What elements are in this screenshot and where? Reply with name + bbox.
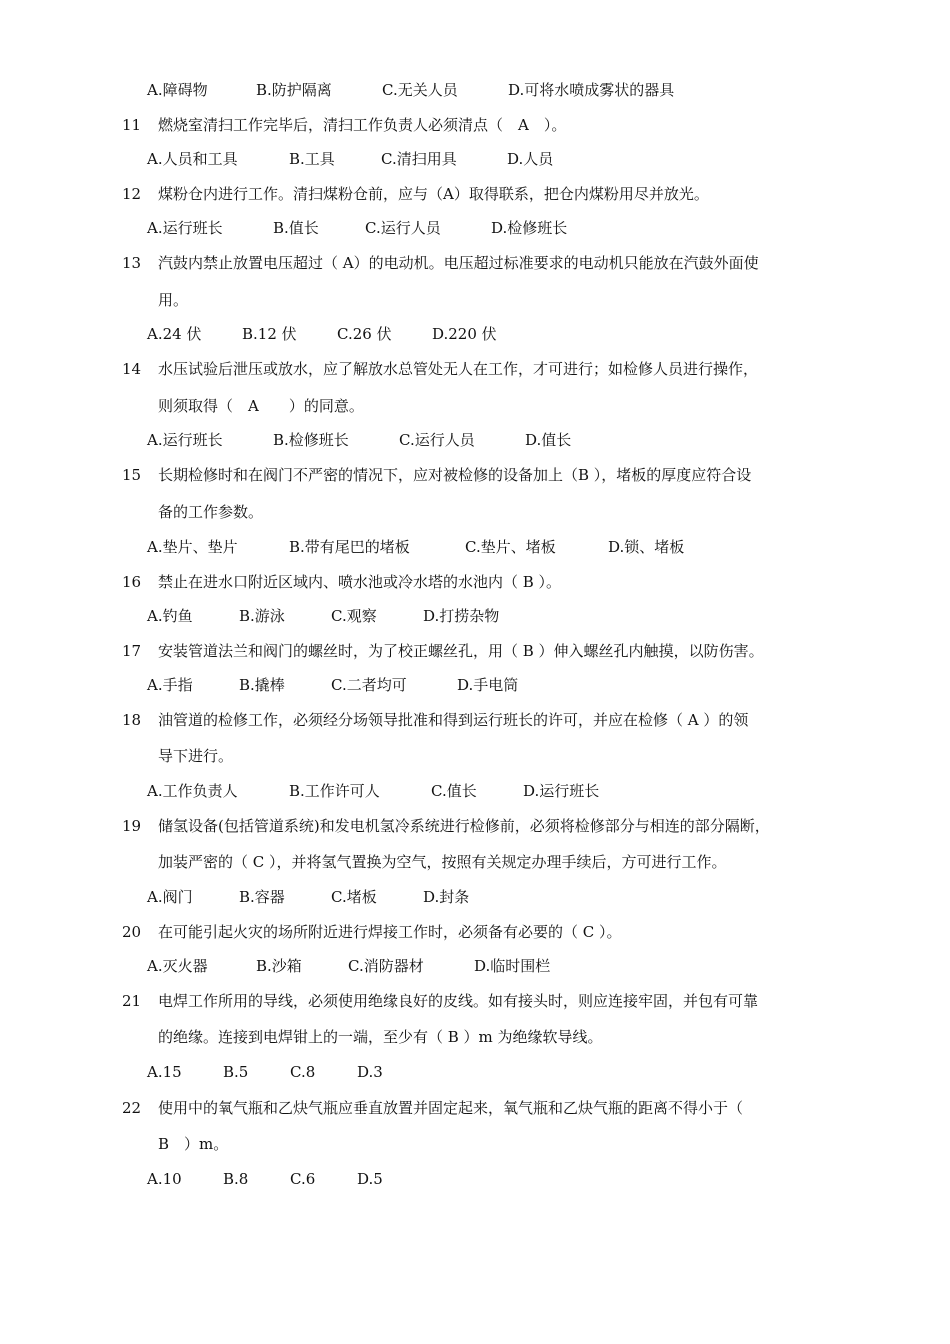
option-c: C.值长 — [431, 782, 477, 800]
question-number: 21 — [122, 992, 142, 1010]
option-a: A.人员和工具 — [147, 150, 238, 168]
question-text: 禁止在进水口附近区域内、喷水池或冷水塔的水池内（ B ）。 — [158, 573, 562, 591]
option-c: C.垫片、堵板 — [465, 538, 556, 556]
option-c: C.消防器材 — [348, 957, 424, 975]
question-number: 18 — [122, 711, 142, 729]
question-15-options — [147, 537, 684, 557]
option-a: A.钓鱼 — [147, 607, 193, 625]
option-d: D.可将水喷成雾状的器具 — [508, 81, 675, 99]
question-number: 15 — [122, 466, 142, 484]
option-b: B.5 — [223, 1063, 249, 1081]
option-a: A.垫片、垫片 — [147, 538, 238, 556]
question-22-continued: B ）m。 — [158, 1135, 229, 1153]
option-a: A.10 — [147, 1170, 182, 1188]
question-16-options — [147, 606, 499, 626]
option-a: A.运行班长 — [147, 431, 223, 449]
option-b: B.带有尾巴的堵板 — [289, 538, 410, 556]
question-13 — [122, 253, 759, 273]
question-text: 电焊工作所用的导线，必须使用绝缘良好的皮线。如有接头时，则应连接牢固，并包有可靠 — [158, 992, 759, 1010]
question-12-options — [147, 218, 567, 238]
question-12 — [122, 184, 709, 204]
option-a: A.手指 — [147, 676, 193, 694]
question-19-continued: 加装严密的（ C ），并将氢气置换为空气，按照有关规定办理手续后，方可进行工作。 — [158, 853, 727, 871]
option-d: D.220 伏 — [432, 325, 497, 343]
question-11-options — [147, 149, 553, 169]
question-14-options — [147, 430, 571, 450]
option-c: C.运行人员 — [365, 219, 441, 237]
question-14-continued: 则须取得（ A ）的同意。 — [158, 397, 364, 415]
question-number: 19 — [122, 817, 142, 835]
question-text: 水压试验后泄压或放水，应了解放水总管处无人在工作，才可进行；如检修人员进行操作， — [158, 360, 759, 378]
question-21 — [122, 991, 758, 1011]
question-number: 20 — [122, 923, 142, 941]
question-number: 17 — [122, 642, 142, 660]
question-text: 油管道的检修工作，必须经分场领导批准和得到运行班长的许可，并应在检修（ A ）的领 — [158, 711, 749, 729]
option-c: C.观察 — [331, 607, 377, 625]
option-d: D.锁、堵板 — [608, 538, 685, 556]
question-number: 12 — [122, 185, 142, 203]
option-d: D.手电筒 — [457, 676, 519, 694]
question-11 — [122, 115, 566, 135]
option-d: D.5 — [357, 1170, 383, 1188]
option-c: C.堵板 — [331, 888, 377, 906]
option-c: C.26 伏 — [337, 325, 392, 343]
question-21-continued: 的绝缘。连接到电焊钳上的一端，至少有（ B ）m 为绝缘软导线。 — [158, 1028, 603, 1046]
question-22-options — [147, 1169, 383, 1189]
question-17-options — [147, 675, 518, 695]
question-21-options — [147, 1062, 383, 1082]
option-b: B.游泳 — [239, 607, 285, 625]
option-b: B.12 伏 — [242, 325, 297, 343]
question-15 — [122, 465, 751, 485]
option-a: A.24 伏 — [147, 325, 202, 343]
question-18 — [122, 710, 748, 730]
question-number: 22 — [122, 1099, 142, 1117]
option-c: C.无关人员 — [382, 81, 458, 99]
option-c: C.6 — [290, 1170, 316, 1188]
question-text: 汽鼓内禁止放置电压超过（ A）的电动机。电压超过标准要求的电动机只能放在汽鼓外面使 — [158, 254, 759, 272]
question-14 — [122, 359, 758, 379]
option-a: A.运行班长 — [147, 219, 223, 237]
option-a: A.障碍物 — [147, 81, 208, 99]
option-b: B.沙箱 — [256, 957, 302, 975]
question-17 — [122, 641, 764, 661]
option-b: B.工具 — [289, 150, 335, 168]
question-22 — [122, 1098, 743, 1118]
question-number: 16 — [122, 573, 142, 591]
option-a: A.阀门 — [147, 888, 193, 906]
question-number: 13 — [122, 254, 142, 272]
question-15-continued: 备的工作参数。 — [158, 503, 264, 521]
option-d: D.检修班长 — [491, 219, 568, 237]
question-13-options — [147, 324, 497, 344]
option-d: D.临时围栏 — [474, 957, 551, 975]
option-d: D.打捞杂物 — [423, 607, 500, 625]
question-number: 14 — [122, 360, 142, 378]
question-20 — [122, 922, 622, 942]
question-text: 安装管道法兰和阀门的螺丝时，为了校正螺丝孔，用（ B ）伸入螺丝孔内触摸，以防伤害。 — [158, 642, 764, 660]
option-c: C.运行人员 — [399, 431, 475, 449]
option-b: B.工作许可人 — [289, 782, 380, 800]
option-d: D.值长 — [525, 431, 572, 449]
option-c: C.清扫用具 — [381, 150, 457, 168]
option-b: B.检修班长 — [273, 431, 349, 449]
question-19 — [122, 816, 770, 836]
question-text: 燃烧室清扫工作完毕后，清扫工作负责人必须清点（ A ）。 — [158, 116, 567, 134]
option-d: D.封条 — [423, 888, 470, 906]
option-b: B.防护隔离 — [256, 81, 332, 99]
question-16 — [122, 572, 561, 592]
option-d: D.运行班长 — [523, 782, 600, 800]
question-text: 使用中的氧气瓶和乙炔气瓶应垂直放置并固定起来，氧气瓶和乙炔气瓶的距离不得小于（ — [158, 1099, 744, 1117]
option-a: A.灭火器 — [147, 957, 208, 975]
option-d: D.人员 — [507, 150, 554, 168]
question-19-options — [147, 887, 469, 907]
option-b: B.8 — [223, 1170, 249, 1188]
question-13-continued: 用。 — [158, 291, 189, 309]
option-c: C.8 — [290, 1063, 316, 1081]
option-a: A.15 — [147, 1063, 182, 1081]
question-18-continued: 导下进行。 — [158, 747, 234, 765]
question-text: 在可能引起火灾的场所附近进行焊接工作时，必须备有必要的（ C ）。 — [158, 923, 622, 941]
question-20-options — [147, 956, 550, 976]
question-text: 储氢设备(包括管道系统)和发电机氢冷系统进行检修前，必须将检修部分与相连的部分隔断， — [158, 817, 770, 835]
option-b: B.值长 — [273, 219, 319, 237]
question-text: 长期检修时和在阀门不严密的情况下，应对被检修的设备加上（B ），堵板的厚度应符合设 — [158, 466, 752, 484]
option-a: A.工作负责人 — [147, 782, 238, 800]
question-18-options — [147, 781, 599, 801]
question-number: 11 — [122, 116, 142, 134]
option-b: B.容器 — [239, 888, 285, 906]
prelude-options — [147, 80, 674, 100]
question-text: 煤粉仓内进行工作。清扫煤粉仓前，应与（A）取得联系，把仓内煤粉用尽并放光。 — [158, 185, 709, 203]
option-b: B.撬棒 — [239, 676, 285, 694]
option-c: C.二者均可 — [331, 676, 407, 694]
option-d: D.3 — [357, 1063, 383, 1081]
